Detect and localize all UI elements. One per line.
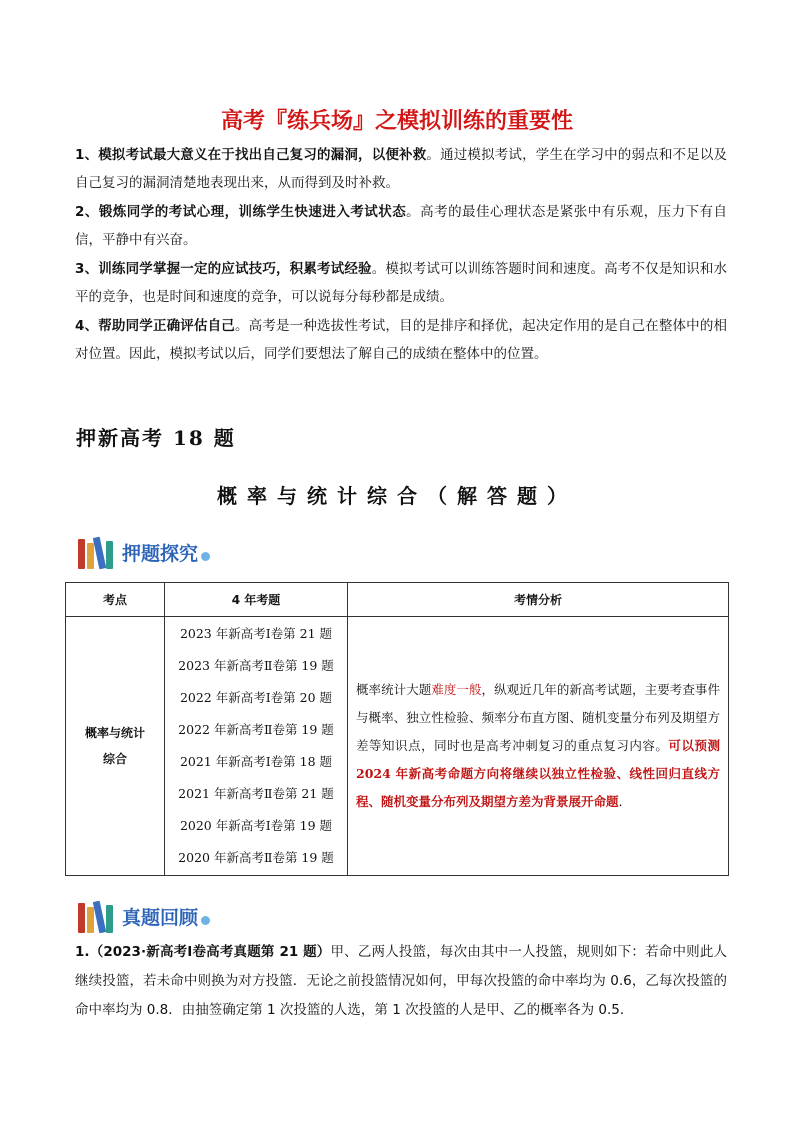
banner-label: 押题探究	[122, 542, 199, 565]
table-row	[66, 617, 729, 876]
table-header: 考情分析	[348, 583, 729, 617]
exam-point-cell: 概率与统计 综合	[66, 617, 165, 876]
exam-year-item: 2020 年新高考Ⅱ卷第 19 题	[178, 850, 334, 865]
banner-prediction	[76, 532, 210, 572]
question-1	[75, 938, 727, 1025]
exam-year-item: 2023 年新高考Ⅰ卷第 21 题	[179, 626, 333, 641]
intro-item: 3、训练同学掌握一定的应试技巧，积累考试经验。模拟考试可以训练答题时间和速度。高考不仅是知识和水平的竞争，也是时间和速度的竞争，可以说每分每秒都是成绩。	[75, 261, 728, 305]
exam-year-item: 2022 年新高考Ⅱ卷第 19 题	[178, 722, 334, 737]
exam-years-cell	[165, 617, 348, 876]
difficulty-highlight: 难度一般	[431, 682, 482, 697]
prediction-highlight: 可以预测 2024 年新高考命题方向将继续以独立性检验、线性回归直线方程、随机变量分布列及期望方差为背景展开命题	[356, 738, 720, 809]
intro-item: 2、锻炼同学的考试心理，训练学生快速进入考试状态。高考的最佳心理状态是紧张中有乐观，压力下有自信，平静中有兴奋。	[75, 204, 727, 248]
section-heading: 押新高考 18 题	[76, 426, 236, 450]
question-source: 1.（2023·新高考Ⅰ卷高考真题第 21 题）	[75, 944, 331, 960]
exam-year-item: 2020 年新高考Ⅰ卷第 19 题	[179, 818, 333, 833]
dot-icon	[201, 552, 210, 561]
intro-item-text: 。模拟考试可以训练答题时间和速度。高考不仅是知识和水平的竞争，也是时间和速度的竞争，可以说每分每秒都是成绩。	[75, 261, 728, 305]
exam-year-item: 2021 年新高考Ⅰ卷第 18 题	[179, 754, 333, 769]
page-title: 高考『练兵场』之模拟训练的重要性	[220, 109, 573, 134]
banner-label: 真题回顾	[122, 906, 199, 929]
table-header-row	[66, 583, 729, 617]
exam-analysis-cell: 概率统计大题难度一般，纵观近几年的新高考试题，主要考查事件与概率、独立性检验、频率分布直方图、随机变量分布列及期望方差等知识点，同时也是高考冲刺复习的重点复习内容。可以预测 2024 年新高考命题方向将继续以独立性检验、线性回归直线方程、随机变量分布列及期望方差为背景展开命题.	[348, 617, 729, 876]
topic-title: 概率与统计综合（解答题）	[217, 484, 577, 508]
table-header: 考点	[66, 583, 165, 617]
exam-year-item: 2021 年新高考Ⅱ卷第 21 题	[178, 786, 334, 801]
exam-year-item: 2023 年新高考Ⅱ卷第 19 题	[178, 658, 334, 673]
intro-section	[75, 142, 727, 370]
intro-item-bold: 锻炼同学的考试心理，训练学生快速进入考试状态	[98, 204, 407, 220]
intro-item: 1、模拟考试最大意义在于找出自己复习的漏洞，以便补救。通过模拟考试，学生在学习中的弱点和不足以及自己复习的漏洞清楚地表现出来，从而得到及时补救。	[75, 147, 728, 191]
exam-table	[65, 582, 729, 876]
intro-item-bold: 模拟考试最大意义在于找出自己复习的漏洞，以便补救	[98, 147, 427, 163]
question-text: 甲、乙两人投篮，每次由其中一人投篮，规则如下：若命中则此人继续投篮，若未命中则换为对方投篮．无论之前投篮情况如何，甲每次投篮的命中率均为 0.6，乙每次投篮的命中率均为 0.8．由抽签确定第 1 次投篮的人选，第 1 次投篮的人是甲、乙的概率各为 0.5．	[75, 944, 728, 1018]
exam-year-item: 2022 年新高考Ⅰ卷第 20 题	[179, 690, 333, 705]
intro-item-text: 。通过模拟考试，学生在学习中的弱点和不足以及自己复习的漏洞清楚地表现出来，从而得到及时补救。	[75, 147, 728, 191]
banner-past-exams	[76, 896, 210, 936]
dot-icon	[201, 916, 210, 925]
books-icon	[76, 899, 120, 933]
intro-item: 4、帮助同学正确评估自己。高考是一种选拔性考试，目的是排序和择优，起决定作用的是自己在整体中的相对位置。因此，模拟考试以后，同学们要想法了解自己的成绩在整体中的位置。	[75, 318, 728, 362]
intro-item-bold: 训练同学掌握一定的应试技巧，积累考试经验	[98, 261, 372, 277]
intro-item-bold: 帮助同学正确评估自己	[98, 318, 235, 334]
intro-item-text: 。高考是一种选拔性考试，目的是排序和择优，起决定作用的是自己在整体中的相对位置。因此，模拟考试以后，同学们要想法了解自己的成绩在整体中的位置。	[75, 318, 728, 362]
intro-item-text: 。高考的最佳心理状态是紧张中有乐观，压力下有自信，平静中有兴奋。	[75, 204, 727, 248]
books-icon	[76, 535, 120, 569]
table-header: 4 年考题	[165, 583, 348, 617]
